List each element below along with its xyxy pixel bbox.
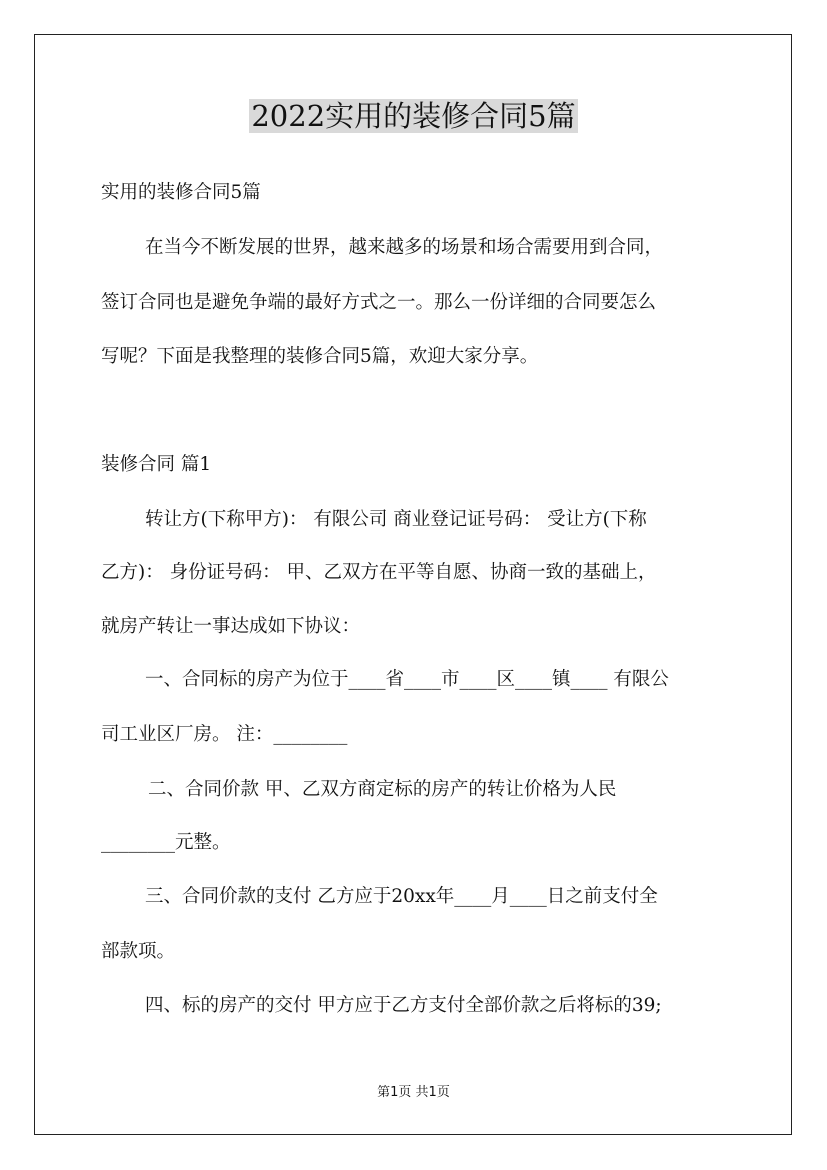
section-heading: 装修合同 篇1: [101, 454, 212, 475]
body-line: 二、合同价款 甲、乙双方商定标的房产的转让价格为人民: [148, 779, 617, 800]
intro-paragraph-line: 签订合同也是避免争端的最好方式之一。那么一份详细的合同要怎么: [101, 292, 657, 313]
body-line: 转让方(下称甲方)： 有限公司 商业登记证号码： 受让方(下称: [145, 509, 647, 530]
document-title: [0, 96, 827, 136]
page-number-footer: 第1页 共1页: [377, 1085, 450, 1100]
body-line: 乙方)： 身份证号码： 甲、乙双方在平等自愿、协商一致的基础上，: [101, 562, 657, 583]
body-line: 部款项。: [101, 941, 176, 962]
body-line: 司工业区厂房。 注：________: [101, 724, 348, 745]
body-line: 一、合同标的房产为位于____省____市____区____镇____ 有限公: [145, 669, 669, 690]
intro-paragraph-line: 在当今不断发展的世界，越来越多的场景和场合需要用到合同，: [145, 237, 664, 258]
document-subtitle: 实用的装修合同5篇: [101, 182, 261, 203]
body-line: 三、合同价款的支付 乙方应于20xx年____月____日之前支付全: [145, 886, 658, 907]
intro-paragraph-line: 写呢？下面是我整理的装修合同5篇，欢迎大家分享。: [101, 346, 539, 367]
document-title-text: 2022实用的装修合同5篇: [251, 99, 576, 133]
body-line: 四、标的房产的交付 甲方应于乙方支付全部价款之后将标的39;: [145, 995, 662, 1016]
body-line: 就房产转让一事达成如下协议：: [101, 616, 361, 637]
body-line: ________元整。: [101, 832, 231, 853]
